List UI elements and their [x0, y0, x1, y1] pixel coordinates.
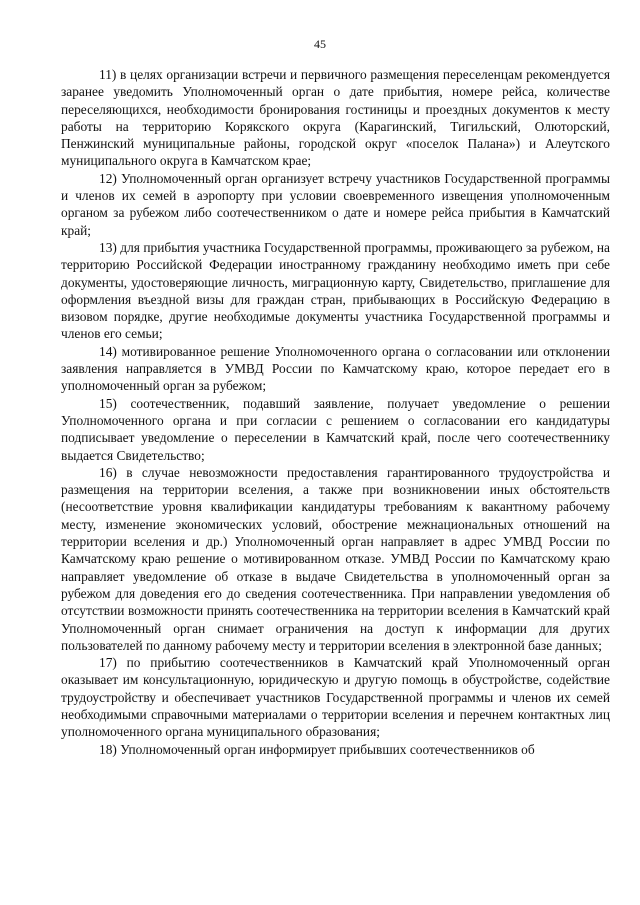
paragraph-item-18: 18) Уполномоченный орган информирует прибывших соотечественников об — [99, 741, 535, 757]
paragraph-item-12: 12) Уполномоченный орган организует встречу участников Государственной программы и членов их семей в аэропорту при условии своевременного извещения уполномоченным органом за рубежом либо соотечественником о дате и номере рейса прибытия в Камчатский край; — [61, 170, 610, 238]
paragraph-item-11: 11) в целях организации встречи и первичного размещения переселенцам рекомендуется заранее уведомить Уполномоченный орган о дате прибытия, номере рейса, количестве переселяющихся, необходимости бронирования гостиницы и проездных документов к месту работы на территорию Корякского округа (Карагинский, Тигильский, Олюторский, Пенжинский муниципальные районы, городской округ «поселок Палана») и Алеутского муниципального округа в Камчатском крае; — [61, 67, 610, 169]
paragraph-item-15: 15) соотечественник, подавший заявление, получает уведомление о решении Уполномоченного органа и при согласии с решением о согласовании его кандидатуры подписывает уведомление о переселении в Камчатский край, после чего соотечественнику выдается Свидетельство; — [61, 395, 610, 463]
paragraph-item-17: 17) по прибытию соотечественников в Камчатский край Уполномоченный орган оказывает им консультационную, юридическую и другую помощь в обустройстве, содействие трудоустройству и обеспечивает участников Государственной программы и членов их семей необходимыми справочными материалами о территории вселения и перечнем контактных лиц уполномоченного органа муниципального образования; — [61, 655, 610, 740]
paragraph-item-16: 16) в случае невозможности предоставления гарантированного трудоустройства и размещения на территории вселения, а также при возникновении иных обстоятельств (несоответствие уровня квалификации кандидатуры требованиям к вакантному рабочему месту, изменение экономических условий, обострение межнациональных отношений на территории вселения и др.) Уполномоченный орган направляет в адрес УМВД России по Камчатскому краю решение о мотивированном отказе. УМВД России по Камчатскому краю направляет уведомление об отказе в выдаче Свидетельства в уполномоченный орган за рубежом для доведения его до сведения соотечественника. При направлении уведомления об отсутствии возможности принять соотечественника на территории вселения в Камчатский край Уполномоченный орган снимает ограничения на доступ к информации для других пользователей по данному рабочему месту и территории вселения в электронной базе данных; — [61, 464, 610, 653]
page-number: 45 — [314, 37, 326, 51]
paragraph-item-14: 14) мотивированное решение Уполномоченного органа о согласовании или отклонении заявления направляется в УМВД России по Камчатскому краю, которое передает его в уполномоченный орган за рубежом; — [61, 343, 610, 394]
document-body — [61, 66, 610, 758]
paragraph-item-13: 13) для прибытия участника Государственной программы, проживающего за рубежом, на территорию Российской Федерации иностранному гражданину необходимо иметь при себе документы, удостоверяющие личность, миграционную карту, Свидетельство, приглашение для оформления въездной визы для граждан стран, прибывающих в Российскую Федерацию в визовом порядке, другие необходимые документы участника Государственной программы и членов его семьи; — [61, 239, 610, 342]
